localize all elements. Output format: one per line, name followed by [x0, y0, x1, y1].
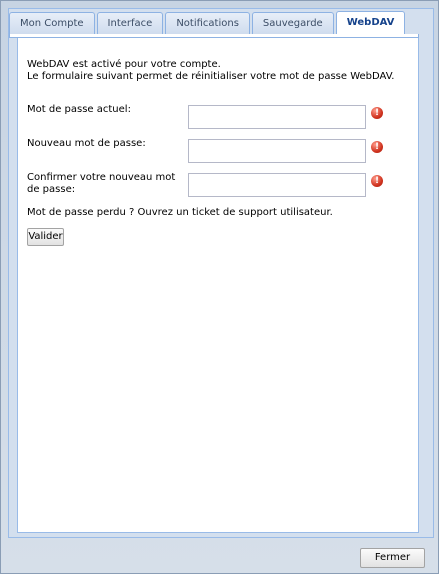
confirm-password-error-icon: ! [371, 175, 383, 187]
lost-password-text: Mot de passe perdu ? Ouvrez un ticket de support utilisateur. [27, 207, 333, 218]
confirm-password-label: Confirmer votre nouveau mot de passe: [27, 172, 176, 195]
tab-notifications[interactable]: Notifications [165, 12, 250, 34]
tab-sauvegarde[interactable]: Sauvegarde [252, 12, 334, 34]
fermer-button[interactable]: Fermer [360, 548, 425, 568]
tab-mon-compte[interactable]: Mon Compte [9, 12, 95, 34]
valider-button[interactable]: Valider [27, 228, 64, 246]
webdav-tab-content [17, 38, 419, 533]
confirm-password-field[interactable] [188, 173, 366, 197]
webdav-status-text: WebDAV est activé pour votre compte. [27, 59, 221, 70]
tab-bar [9, 12, 405, 35]
current-password-error-icon: ! [371, 107, 383, 119]
new-password-error-icon: ! [371, 141, 383, 153]
new-password-label: Nouveau mot de passe: [27, 138, 146, 149]
webdav-description: Le formulaire suivant permet de réinitialiser votre mot de passe WebDAV. [27, 71, 395, 82]
tab-webdav[interactable]: WebDAV [336, 11, 406, 35]
new-password-field[interactable] [188, 139, 366, 163]
current-password-label: Mot de passe actuel: [27, 104, 131, 115]
tab-interface[interactable]: Interface [97, 12, 164, 34]
current-password-field[interactable] [188, 105, 366, 129]
